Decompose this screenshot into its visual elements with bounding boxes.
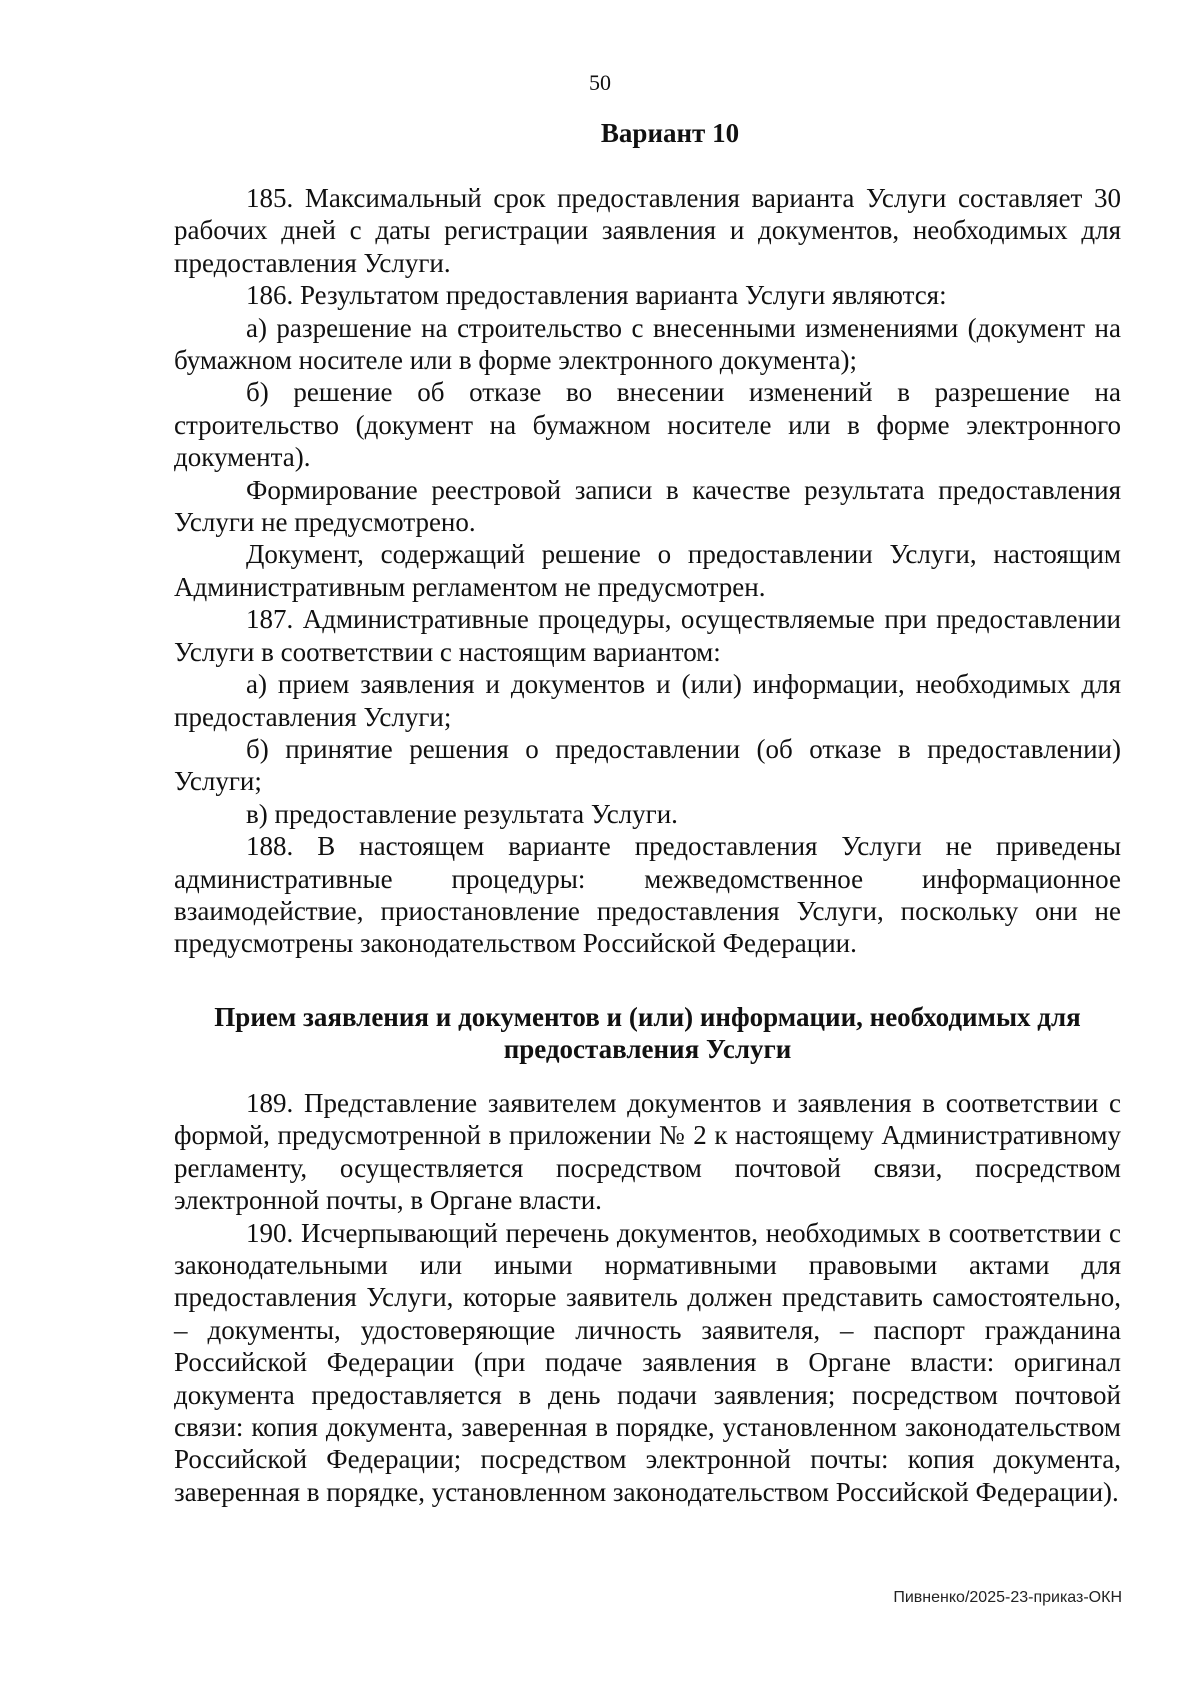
paragraph-187-b: б) принятие решения о предоставлении (об отказе в предоставлении) Услуги; [174, 733, 1121, 797]
variant-heading: Вариант 10 [600, 118, 740, 148]
paragraph-188: 188. В настоящем варианте предоставления Услуги не приведены административные процедуры: межведомственное информационное взаимодействие, приостановление предоставления Услуги, поскольку они не предусмотрены законодательством Российской Федерации. [174, 831, 1121, 959]
body-text-block-2 [174, 1087, 1121, 1508]
paragraph-186-b: б) решение об отказе во внесении изменений в разрешение на строительство (документ на бумажном носителе или в форме электронного документа). [174, 377, 1121, 473]
footer-document-reference: Пивненко/2025-23-приказ-ОКН [893, 1589, 1122, 1606]
paragraph-187-a: а) прием заявления и документов и (или) информации, необходимых для предоставления Услуги; [174, 669, 1121, 732]
paragraph-187-v: в) предоставление результата Услуги. [246, 798, 678, 829]
section-heading: Прием заявления и документов и (или) информации, необходимых для предоставления Услуги [214, 1002, 1081, 1064]
paragraph-189: 189. Представление заявителем документов и заявления в соответствии с формой, предусмотренной в приложении № 2 к настоящему Административному регламенту, осуществляется посредством почтовой связи, посредством электронной почты, в Органе власти. [174, 1088, 1121, 1216]
paragraph-decision-document: Документ, содержащий решение о предоставлении Услуги, настоящим Административным регламентом не предусмотрен. [174, 539, 1121, 602]
page-number: 50 [589, 70, 611, 95]
paragraph-186-a: а) разрешение на строительство с внесенными изменениями (документ на бумажном носителе или в форме электронного документа); [174, 312, 1121, 376]
paragraph-190: 190. Исчерпывающий перечень документов, необходимых в соответствии с законодательными или иными нормативными правовыми актами для предоставления Услуги, которые заявитель должен представить самостоятельно, – документы, удостоверяющие личность заявителя, – паспорт гражданина Российской Федерации (при подаче заявления в Органе власти: оригинал документа предоставляется в день подачи заявления; посредством почтовой связи: копия документа, заверенная в порядке, установленном законодательством Российской Федерации; посредством электронной почты: копия документа, заверенная в порядке, установленном законодательством Российской Федерации). [174, 1217, 1121, 1507]
paragraph-187: 187. Административные процедуры, осуществляемые при предоставлении Услуги в соответствии с настоящим вариантом: [174, 604, 1121, 667]
paragraph-185: 185. Максимальный срок предоставления варианта Услуги составляет 30 рабочих дней с даты регистрации заявления и документов, необходимых для предоставления Услуги. [174, 183, 1121, 278]
paragraph-registry-record: Формирование реестровой записи в качестве результата предоставления Услуги не предусмотрено. [174, 474, 1121, 538]
body-text-block-1 [174, 182, 1121, 960]
paragraph-186: 186. Результатом предоставления варианта Услуги являются: [246, 280, 947, 311]
